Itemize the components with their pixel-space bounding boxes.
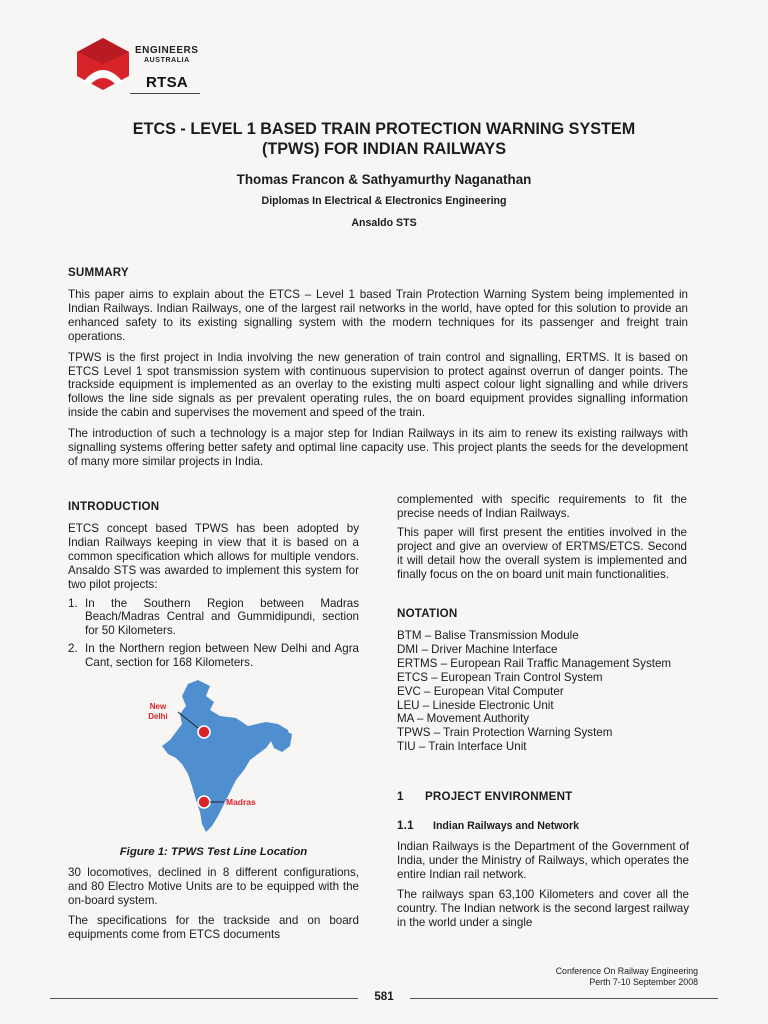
introduction-heading: INTRODUCTION xyxy=(68,500,160,513)
introduction-paragraph-2: 30 locomotives, declined in 8 different configurations, and 80 Electro Motive Units are to be equipped with the on-board system. xyxy=(68,866,359,907)
introduction-continued xyxy=(68,866,359,942)
conference-name: Conference On Railway Engineering xyxy=(555,966,698,976)
logo-org-line2: AUSTRALIA xyxy=(144,57,190,64)
introduction-paragraph-3: The specifications for the trackside and on board equipments come from ETCS documents xyxy=(68,913,359,941)
paper-title-line2: (TPWS) FOR INDIAN RAILWAYS xyxy=(261,140,506,158)
notation-list xyxy=(397,629,689,754)
india-map-shape xyxy=(162,680,290,832)
notation-item: MA – Movement Authority xyxy=(397,712,530,726)
new-delhi-marker-icon xyxy=(198,726,210,738)
notation-item: TPWS – Train Protection Warning System xyxy=(397,726,613,740)
notation-item: BTM – Balise Transmission Module xyxy=(397,629,579,642)
section-1-title: PROJECT ENVIRONMENT xyxy=(425,790,573,803)
logo-org-short: RTSA xyxy=(146,74,189,91)
paper-title xyxy=(70,119,698,159)
section-1-1-title: Indian Railways and Network xyxy=(433,820,579,832)
madras-label: Madras xyxy=(226,797,256,807)
notation-item: ETCS – European Train Control System xyxy=(397,670,603,684)
right-column xyxy=(397,493,687,581)
summary-paragraph-3: The introduction of such a technology is a major step for Indian Railways in its aim to renew its existing railways with signalling systems offering better safety and optimal line capacity use. This project plants the seeds for the development of many more similar projects in India. xyxy=(68,427,688,468)
figure-caption: Figure 1: TPWS Test Line Location xyxy=(119,846,308,858)
summary-heading: SUMMARY xyxy=(68,266,129,279)
section-1-number: 1 xyxy=(397,790,404,803)
introduction-section xyxy=(68,522,359,674)
right-paragraph-0: complemented with specific requirements to fit the precise needs of Indian Railways. xyxy=(397,493,687,520)
conference-dates: Perth 7-10 September 2008 xyxy=(589,977,698,987)
notation-item: DMI – Driver Machine Interface xyxy=(397,642,558,656)
introduction-paragraph-1: ETCS concept based TPWS has been adopted by Indian Railways keeping in view that it is based on a common specification which allows for multiple vendors. Ansaldo STS was awarded to implement this system for two pilot projects: xyxy=(68,522,359,591)
pilot-project-list xyxy=(68,597,359,671)
summary-paragraph-1: This paper aims to explain about the ETCS – Level 1 based Train Protection Warning System being implemented in Indian Railways. Indian Railways, one of the largest rail networks in the world, have opted for this solution to provide an enhanced safety to its existing signalling system with the modern techniques for its passenger and freight train operations. xyxy=(68,288,688,343)
section-1-1-paragraph-2: The railways span 63,100 Kilometers and cover all the country. The Indian network is the second largest railway in the world under a single xyxy=(397,887,689,929)
summary-paragraph-2: TPWS is the first project in India involving the new generation of train control and signalling, ERTMS. It is based on ETCS Level 1 spot transmission system with continuous supervision to protect against overrun of danger points. The trackside equipment is implemented as an overlay to the existing multi aspect colour light signalling and while drivers follows the line side signals as per prevalent operating rules, the on board equipment provides signalling information inside the cabin and supervises the movement and speed of the train. xyxy=(68,350,688,420)
authors: Thomas Francon & Sathyamurthy Naganathan xyxy=(236,172,532,187)
northeast-region-shape xyxy=(268,730,292,752)
company: Ansaldo STS xyxy=(351,217,417,229)
list-item: 2. In the Northern region between New Delhi and Agra Cant, section for 168 Kilometers. xyxy=(68,642,359,670)
notation-heading: NOTATION xyxy=(397,607,458,620)
summary-section xyxy=(68,288,688,469)
notation-item: LEU – Lineside Electronic Unit xyxy=(397,698,554,712)
section-1-1-paragraph-1: Indian Railways is the Department of the Government of India, under the Ministry of Railways, which operates the entire Indian rail network. xyxy=(397,840,689,881)
section-1-1-body xyxy=(397,840,689,929)
right-paragraph-1: This paper will first present the entities involved in the project and give an overview of ERTMS/ETCS. Second it will detail how the overall system is implemented and finally focus on the on board unit main functionalities. xyxy=(397,525,687,581)
new-delhi-label: New Delhi xyxy=(148,702,168,721)
notation-item: TIU – Train Interface Unit xyxy=(397,740,527,754)
logo-divider xyxy=(130,93,200,94)
list-item: 1. In the Southern Region between Madras Beach/Madras Central and Gummidipundi, section for 50 Kilometers. xyxy=(68,596,359,638)
notation-item: ERTMS – European Rail Traffic Management System xyxy=(397,656,672,670)
paper-title-line1: ETCS - LEVEL 1 BASED TRAIN PROTECTION WARNING SYSTEM xyxy=(132,120,636,138)
engineers-australia-logo-icon xyxy=(73,36,133,92)
conference-info xyxy=(460,966,698,988)
madras-marker-icon xyxy=(198,796,210,808)
footer-rule-right xyxy=(410,998,718,999)
logo-org-line1: ENGINEERS xyxy=(135,45,199,56)
section-1-1-number: 1.1 xyxy=(397,819,414,832)
affiliation: Diplomas In Electrical & Electronics Engineering xyxy=(261,195,507,207)
footer-rule-left xyxy=(50,998,358,999)
notation-item: EVC – European Vital Computer xyxy=(397,684,564,698)
page-number: 581 xyxy=(374,990,394,1003)
